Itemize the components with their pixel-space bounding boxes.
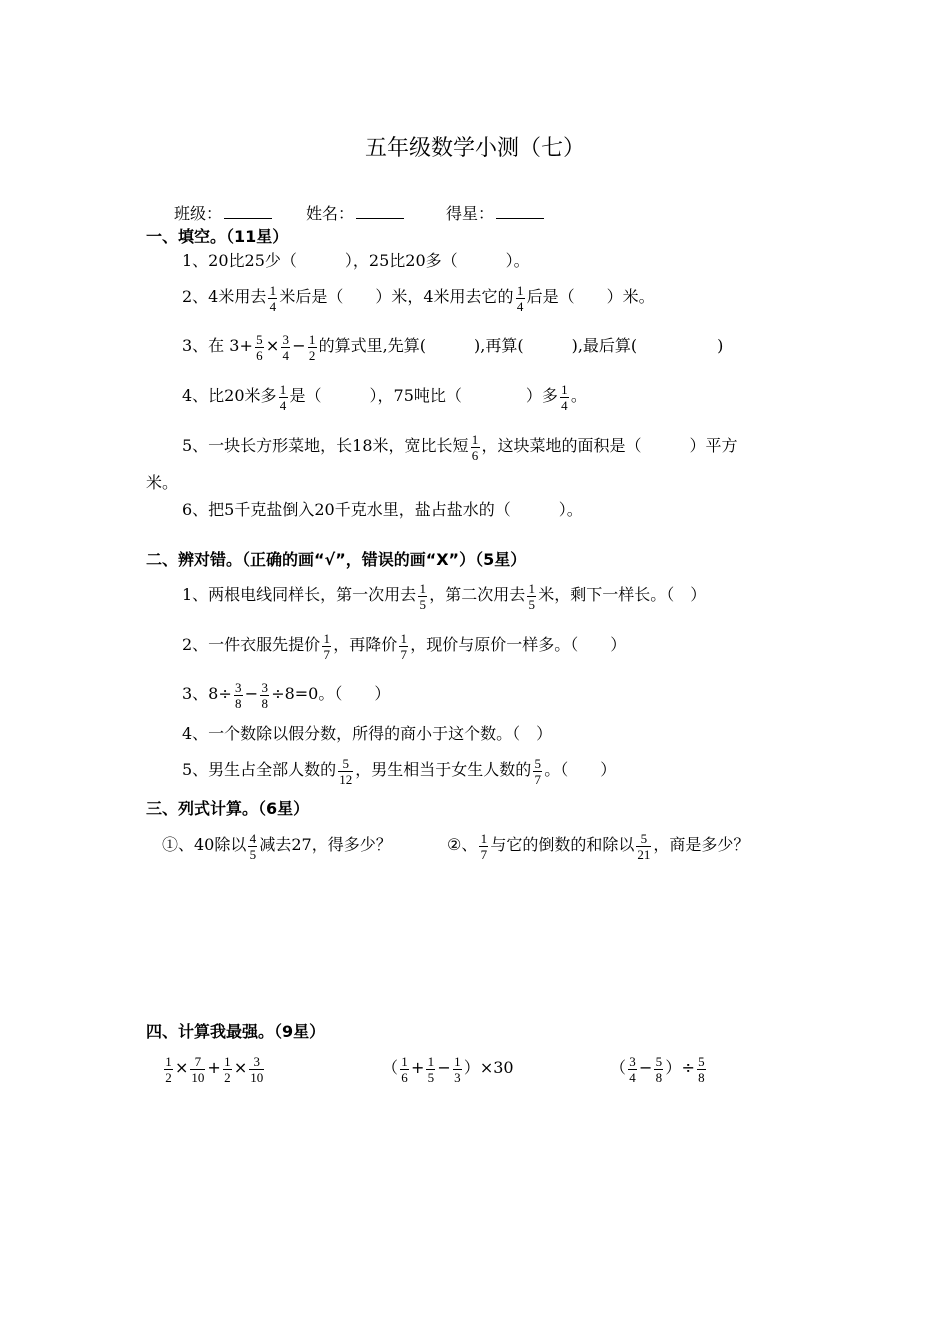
judge-q2: 2、一件衣服先提价 $\frac{1}{7}$ ，再降价 $\frac{1}{7}$ ，现价与原价一样多。（ ） [182,631,627,662]
star-field: 得星： [446,204,544,222]
fraction: $\frac{5}{21}$ [637,831,651,862]
fraction: $\frac{1}{5}$ [419,581,426,612]
fraction: $\frac{5}{8}$ [698,1054,705,1085]
fraction: $\frac{1}{7}$ [480,831,488,862]
fraction: $\frac{1}{5}$ [528,581,535,612]
fraction: $\frac{5}{6}$ [256,332,263,363]
judge-q5: 5、男生占全部人数的 $\frac{5}{12}$ ，男生相当于女生人数的 $\frac{5}{7}$ 。（ ） [182,756,617,787]
judge-q3: 3、8÷ $\frac{3}{8}$ − $\frac{3}{8}$ ÷8=0。（ ） [182,680,391,711]
fill-q5: 5、一块长方形菜地，长18米，宽比长短 $\frac{1}{6}$ ，这块菜地的面积是（ ）平方 [182,432,738,463]
fill-q3: 3、在 3+ $\frac{5}{6}$ × $\frac{3}{4}$ − $\frac{1}{2}$ 的算式里,先算( ),再算( ),最后算( ) [182,332,724,363]
fraction: $\frac{1}{4}$ [561,382,568,413]
fraction: $\frac{3}{8}$ [235,680,242,711]
star-blank[interactable] [496,204,544,219]
fraction: $\frac{3}{4}$ [282,332,290,363]
judge-q4: 4、一个数除以假分数，所得的商小于这个数。（ ） [182,724,553,743]
compute-expr-3: （ $\frac{3}{4}$ − $\frac{5}{8}$ ）÷ $\frac{5}{8}$ [610,1054,705,1085]
fill-q4: 4、比20米多 $\frac{1}{4}$ 是（ ），75吨比（ ）多 $\frac{1}{4}$ 。 [182,382,587,413]
section-fill-title: 一、填空。（11星） [146,227,289,246]
fraction: $\frac{3}{10}$ [250,1054,264,1085]
fraction: $\frac{1}{7}$ [400,631,407,662]
fraction: $\frac{1}{6}$ [401,1054,408,1085]
name-blank[interactable] [356,204,404,219]
calc-p1: ①、40除以 $\frac{4}{5}$ 减去27，得多少？ [162,831,392,862]
fraction: $\frac{4}{5}$ [249,831,257,862]
page-title: 五年级数学小测（七） [364,136,585,161]
fraction: $\frac{3}{8}$ [261,680,268,711]
calc-p2: ②、 $\frac{1}{7}$ 与它的倒数的和除以 $\frac{5}{21}$ ，商是多少？ [447,831,750,862]
fraction: $\frac{1}{5}$ [427,1054,435,1085]
fraction: $\frac{3}{4}$ [629,1054,636,1085]
fraction: $\frac{1}{2}$ [308,332,316,363]
compute-expr-2: （ $\frac{1}{6}$ + $\frac{1}{5}$ − $\frac{1}{3}$ ）×30 [382,1054,514,1085]
fraction: $\frac{7}{10}$ [191,1054,205,1085]
compute-expr-1: $\frac{1}{2}$ × $\frac{7}{10}$ + $\frac{1}{2}$ × $\frac{3}{10}$ [165,1054,264,1085]
fraction: $\frac{5}{7}$ [534,756,541,787]
fill-q2: 2、4米用去 $\frac{1}{4}$ 米后是（ ）米，4米用去它的 $\frac{1}{4}$ 后是（ ）米。 [182,283,655,314]
fill-q1: 1、20比25少（ ），25比20多（ ）。 [182,251,530,270]
judge-q1: 1、两根电线同样长，第一次用去 $\frac{1}{5}$ ，第二次用去 $\frac{1}{5}$ 米，剩下一样长。（ ） [182,581,707,612]
fill-q5-cont: 米。 [146,473,179,492]
section-judge-title: 二、辨对错。（正确的画“√”，错误的画“X”）（5星） [146,550,527,569]
fraction: $\frac{1}{6}$ [471,432,479,463]
section-compute-title: 四、计算我最强。（9星） [146,1022,326,1041]
fraction: $\frac{1}{4}$ [279,382,287,413]
fraction: $\frac{1}{2}$ [224,1054,231,1085]
class-field: 班级： [174,204,272,222]
fraction: $\frac{5}{12}$ [339,756,353,787]
fraction: $\frac{1}{3}$ [454,1054,461,1085]
fraction: $\frac{1}{7}$ [323,631,330,662]
fraction: $\frac{1}{2}$ [165,1054,172,1085]
class-blank[interactable] [224,204,272,219]
fraction: $\frac{5}{8}$ [655,1054,663,1085]
section-calc-title: 三、列式计算。（6星） [146,799,310,818]
fraction: $\frac{1}{4}$ [269,283,277,314]
fill-q6: 6、把5千克盐倒入20千克水里，盐占盐水的（ ）。 [182,500,583,519]
fraction: $\frac{1}{4}$ [516,283,524,314]
name-field: 姓名： [306,204,404,222]
